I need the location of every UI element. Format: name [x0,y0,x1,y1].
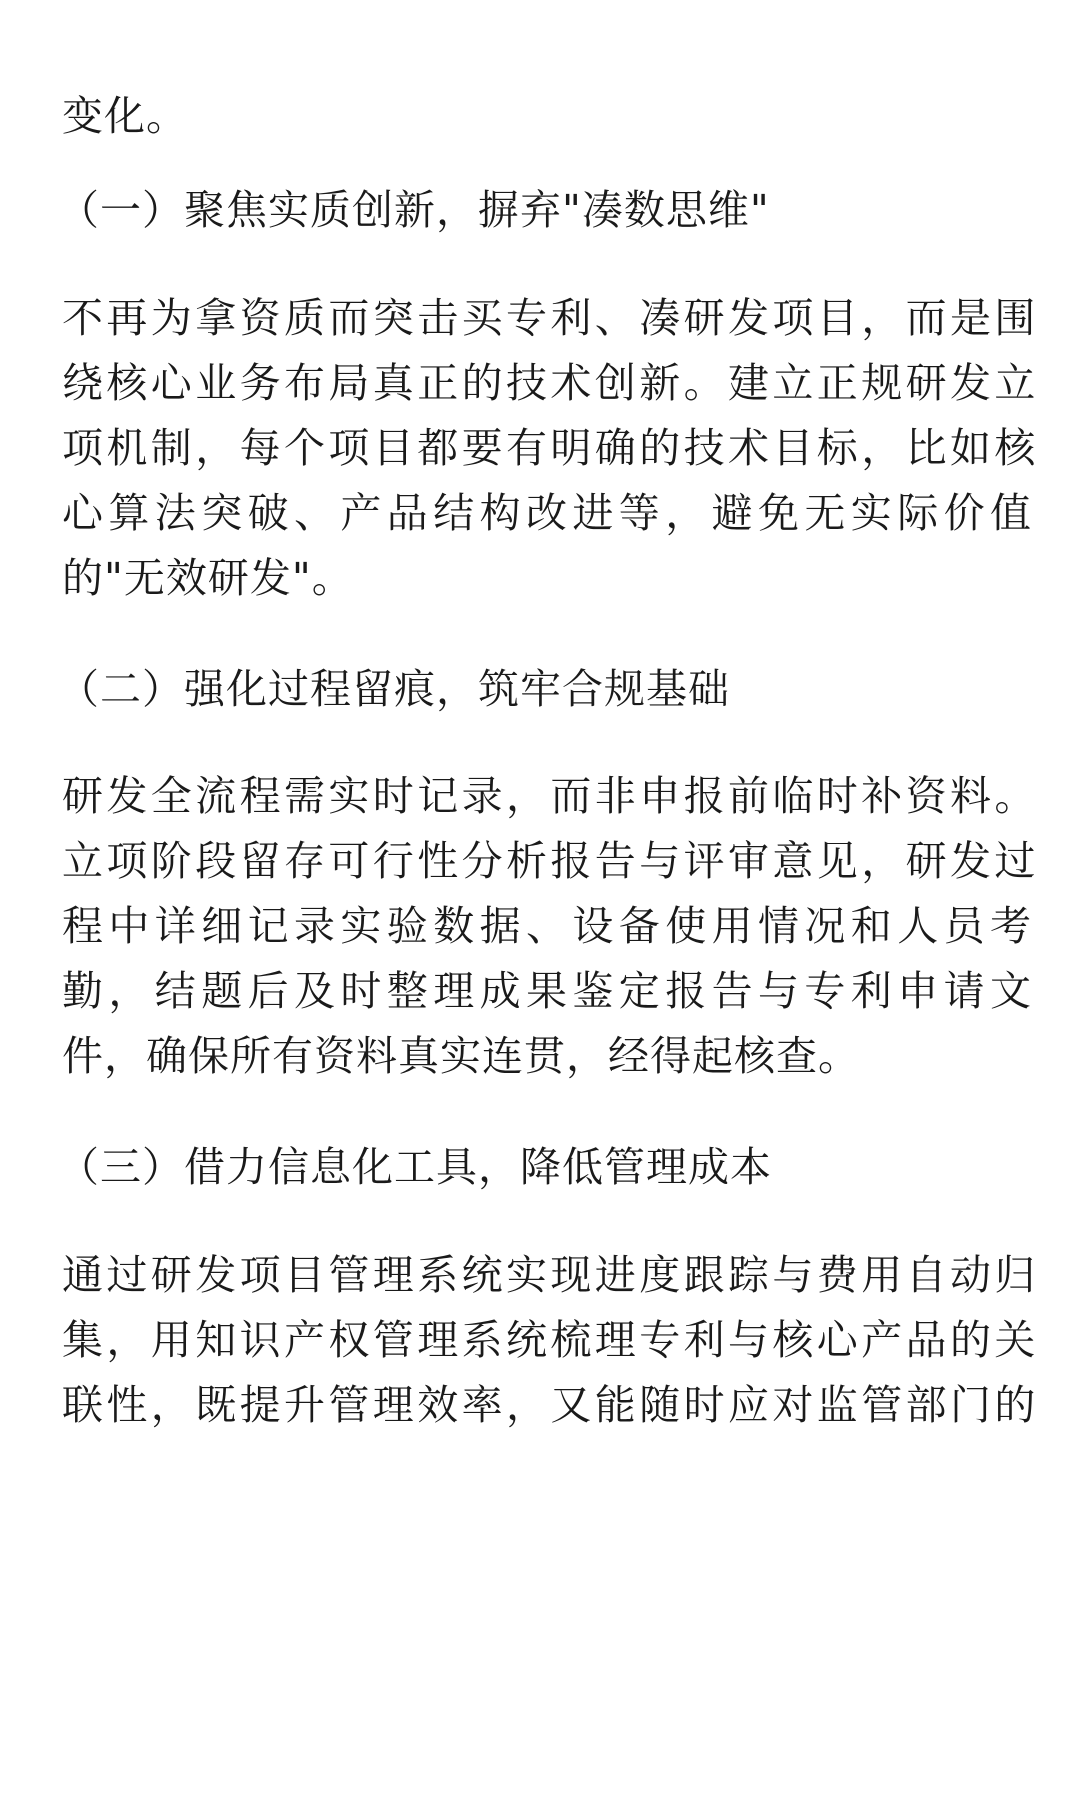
paragraph-line: 不再为拿资质而突击买专利、凑研发项目，而是围 [62,294,1039,342]
paragraph-line: 心算法突破、产品结构改进等，避免无实际价值 [62,489,1037,537]
paragraph-line: 通过研发项目管理系统实现进度跟踪与费用自动归 [62,1251,1039,1299]
section-3-heading: （三）借力信息化工具，降低管理成本 [58,1143,772,1191]
paragraph-line: 程中详细记录实验数据、设备使用情况和人员考 [62,902,1037,950]
paragraph-line: 绕核心业务布局真正的技术创新。建立正规研发立 [62,359,1039,407]
paragraph-line: 的"无效研发"。 [62,554,354,602]
paragraph-line: 立项阶段留存可行性分析报告与评审意见，研发过 [62,837,1039,885]
paragraph-line: 项机制，每个项目都要有明确的技术目标，比如核 [62,424,1039,472]
paragraph-line: 勤，结题后及时整理成果鉴定报告与专利申请文 [62,967,1037,1015]
paragraph-line: 联性，既提升管理效率，又能随时应对监管部门的 [62,1381,1039,1429]
section-2-heading: （二）强化过程留痕，筑牢合规基础 [58,665,730,713]
paragraph-line: 件，确保所有资料真实连贯，经得起核查。 [62,1032,860,1080]
paragraph-line: 集，用知识产权管理系统梳理专利与核心产品的关 [62,1316,1039,1364]
intro-tail-text: 变化。 [62,92,188,140]
paragraph-line: 研发全流程需实时记录，而非申报前临时补资料。 [62,772,1039,820]
section-1-heading: （一）聚焦实质创新，摒弃"凑数思维" [58,186,770,234]
